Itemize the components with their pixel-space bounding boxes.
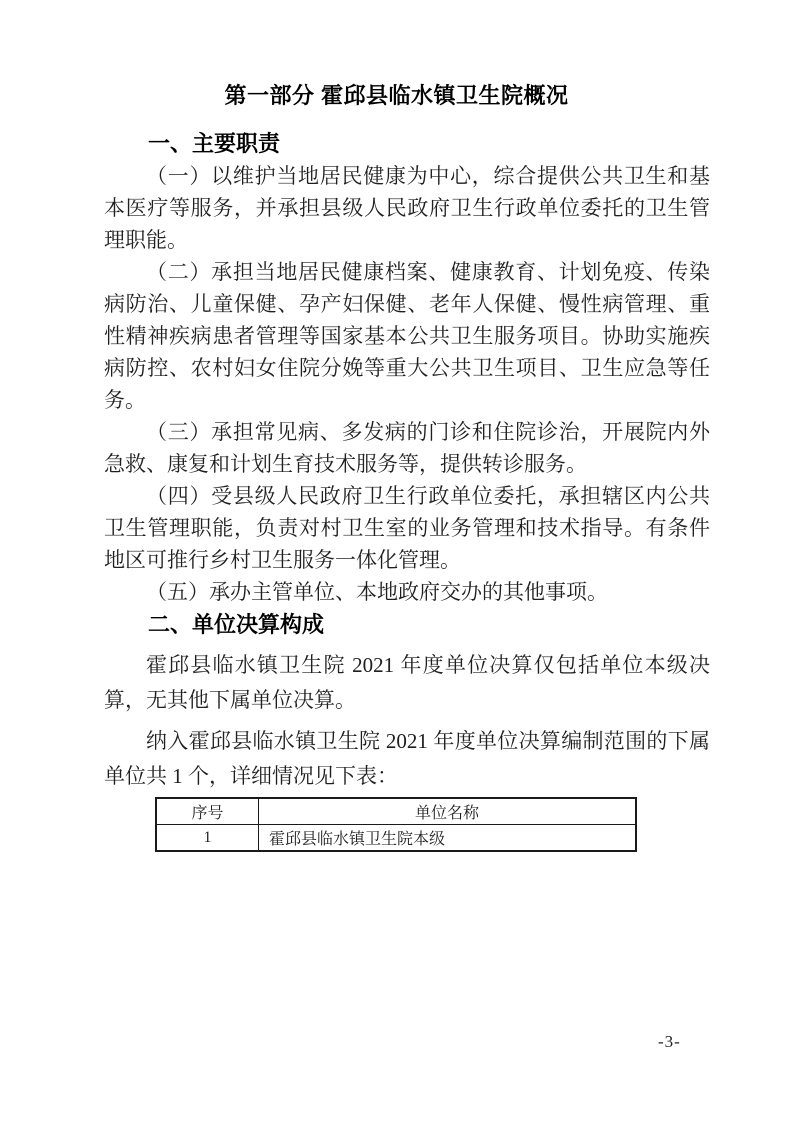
table-header-row	[156, 798, 636, 825]
table-header-unit-name: 单位名称	[259, 798, 637, 825]
section1-paragraph-4: （四）受县级人民政府卫生行政单位委托，承担辖区内公共卫生管理职能，负责对村卫生室的业务管理和技术指导。有条件地区可推行乡村卫生服务一体化管理。	[104, 484, 710, 572]
section1-body	[104, 160, 710, 608]
section1-heading: 一、主要职责	[148, 131, 281, 156]
section2-paragraph-2: 纳入霍邱县临水镇卫生院 2021 年度单位决算编制范围的下属单位共 1 个，详细情况见下表：	[104, 729, 710, 788]
table-row	[156, 825, 636, 852]
section1-paragraph-3: （三）承担常见病、多发病的门诊和住院诊治，开展院内外急救、康复和计划生育技术服务等，提供转诊服务。	[104, 420, 710, 476]
subordinate-unit-table-head	[156, 798, 636, 825]
subordinate-unit-table	[155, 797, 637, 852]
section1-paragraph-2: （二）承担当地居民健康档案、健康教育、计划免疫、传染病防治、儿童保健、孕产妇保健、老年人保健、慢性病管理、重性精神疾病患者管理等国家基本公共卫生服务项目。协助实施疾病防控、农村妇女住院分娩等重大公共卫生项目、卫生应急等任务。	[104, 260, 710, 412]
table-header-seq: 序号	[156, 798, 259, 825]
document-title: 第一部分 霍邱县临水镇卫生院概况	[224, 83, 569, 108]
section1-paragraph-5: （五）承办主管单位、本地政府交办的其他事项。	[146, 580, 608, 604]
section1-paragraph-1: （一）以维护当地居民健康为中心，综合提供公共卫生和基本医疗等服务，并承担县级人民政府卫生行政单位委托的卫生管理职能。	[104, 164, 710, 252]
subordinate-unit-table-body	[156, 825, 636, 852]
cell-unit-name: 霍邱县临水镇卫生院本级	[259, 825, 637, 852]
section2-body	[104, 648, 710, 794]
section2-heading: 二、单位决算构成	[148, 612, 325, 637]
section2-paragraph-1: 霍邱县临水镇卫生院 2021 年度单位决算仅包括单位本级决算，无其他下属单位决算。	[104, 653, 710, 712]
page-number: -3-	[658, 1032, 681, 1051]
cell-seq: 1	[156, 825, 259, 852]
